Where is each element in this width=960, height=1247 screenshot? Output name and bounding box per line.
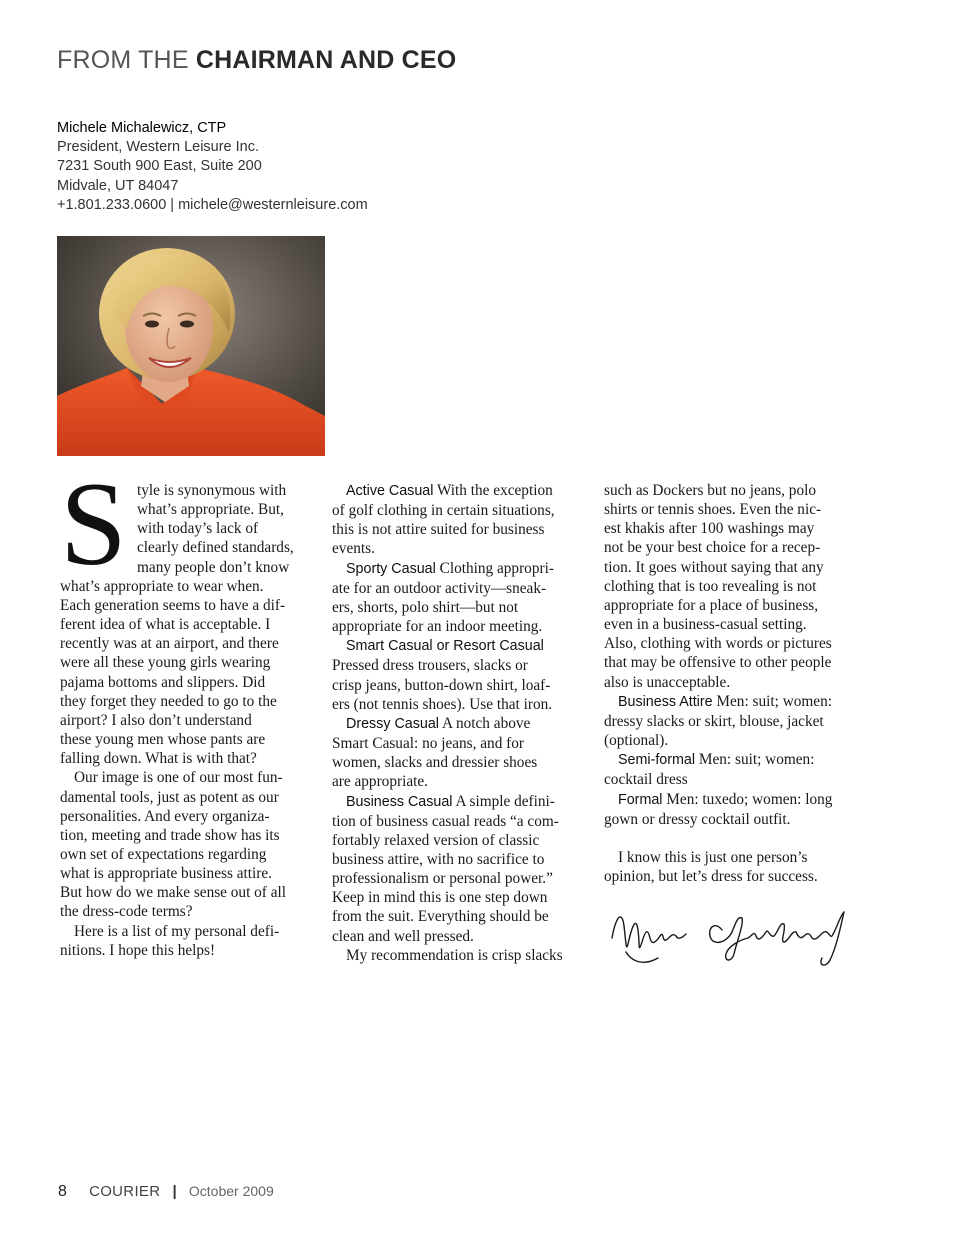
paragraph-line: the dress-code terms? <box>60 903 193 921</box>
paragraph-line: Here is a list of my personal defi- <box>74 922 280 940</box>
paragraph-line: opinion, but let’s dress for success. <box>604 868 818 886</box>
paragraph-line: what is appropriate business attire. <box>60 865 272 883</box>
definition-label: Business Attire <box>618 693 713 710</box>
paragraph-line: were all these young girls wearing <box>60 654 271 672</box>
definition-label: Semi-formal <box>618 752 696 769</box>
paragraph-line: many people don’t know <box>137 558 290 576</box>
paragraph-line: even in a business-casual setting. <box>604 616 807 634</box>
article-column-2 <box>332 481 588 965</box>
paragraph-line: tion of business casual reads “a com- <box>332 812 559 830</box>
definition-label: Sporty Casual <box>346 560 436 577</box>
page-title <box>57 45 456 75</box>
paragraph-line: these young men whose pants are <box>60 731 266 749</box>
paragraph-line: what’s appropriate to wear when. <box>60 577 264 595</box>
paragraph-line: shirts or tennis shoes. Even the nic- <box>604 501 822 519</box>
definition-business-casual: Business Casual A simple defini- <box>346 792 555 810</box>
title-main: CHAIRMAN AND CEO <box>195 46 457 74</box>
definition-dressy-casual: Dressy Casual A notch above <box>346 714 531 732</box>
footer-separator: | <box>172 1183 177 1200</box>
paragraph-line: I know this is just one person’s <box>618 848 808 866</box>
issue-date: October 2009 <box>188 1183 274 1199</box>
signature <box>604 896 860 976</box>
contact-block <box>57 119 368 215</box>
paragraph-line: But how do we make sense out of all <box>60 884 287 902</box>
paragraph-line: clothing that is too revealing is not <box>604 577 817 595</box>
paragraph-line: personalities. And every organiza- <box>60 807 270 825</box>
paragraph-line: tion. It goes without saying that any <box>604 558 824 576</box>
paragraph-line: (optional). <box>604 732 669 750</box>
definition-label: Smart Casual or Resort Casual <box>346 638 544 655</box>
paragraph-line: Also, clothing with words or pictures <box>604 635 832 653</box>
paragraph-line: women, slacks and dressier shoes <box>332 754 538 772</box>
paragraph-line: own set of expectations regarding <box>60 845 267 863</box>
article-column-1 <box>60 481 315 960</box>
paragraph-line: clearly defined standards, <box>137 539 294 557</box>
paragraph-line: that may be offensive to other people <box>604 654 832 672</box>
paragraph-line: business attire, with no sacrifice to <box>332 850 545 868</box>
paragraph-line: with today’s lack of <box>137 520 259 538</box>
paragraph-line: appropriate for a place of business, <box>604 596 819 614</box>
paragraph-line: tyle is synonymous with <box>137 482 287 499</box>
paragraph-line: recently was at an airport, and there <box>60 635 279 653</box>
paragraph-line: professionalism or personal power.” <box>332 870 553 888</box>
paragraph-line: they forget they needed to go to the <box>60 692 277 710</box>
definition-label: Business Casual <box>346 793 453 810</box>
paragraph-line: clean and well pressed. <box>332 927 474 945</box>
contact-phone-email: +1.801.233.0600 | michele@westernleisure.com <box>57 196 368 213</box>
paragraph-line: Pressed dress trousers, slacks or <box>332 657 528 675</box>
definition-label: Dressy Casual <box>346 715 439 732</box>
paragraph-line: Our image is one of our most fun- <box>74 769 283 787</box>
definition-sporty-casual: Sporty Casual Clothing appropri- <box>346 559 554 577</box>
paragraph-line: nitions. I hope this helps! <box>60 941 216 959</box>
paragraph-line: from the suit. Everything should be <box>332 908 549 926</box>
paragraph-line: this is not attire suited for business <box>332 521 545 539</box>
paragraph-line: Keep in mind this is one step down <box>332 889 548 907</box>
drop-cap: S <box>60 457 127 590</box>
paragraph-line: what’s appropriate. But, <box>137 501 284 519</box>
contact-address-line2: Midvale, UT 84047 <box>57 177 179 194</box>
paragraph-line: gown or dressy cocktail outfit. <box>604 810 791 828</box>
portrait-photo <box>57 236 325 456</box>
paragraph-line: not be your best choice for a recep- <box>604 539 821 557</box>
paragraph-line: est khakis after 100 washings may <box>604 520 815 538</box>
paragraph-line: Smart Casual: no jeans, and for <box>332 735 525 753</box>
paragraph-line: such as Dockers but no jeans, polo <box>604 482 816 499</box>
contact-address-line1: 7231 South 900 East, Suite 200 <box>57 158 262 175</box>
title-prefix: FROM THE <box>57 46 189 74</box>
paragraph-line: dressy slacks or skirt, blouse, jacket <box>604 712 824 730</box>
article-column-3 <box>604 481 862 886</box>
definition-semi-formal: Semi-formal Men: suit; women: <box>618 751 815 769</box>
publication-name: COURIER <box>89 1183 161 1200</box>
paragraph-line: ers, shorts, polo shirt—but not <box>332 598 519 616</box>
contact-title: President, Western Leisure Inc. <box>57 139 260 156</box>
paragraph-line: airport? I also don’t understand <box>60 711 252 729</box>
paragraph-line: appropriate for an indoor meeting. <box>332 618 543 636</box>
definition-business-attire: Business Attire Men: suit; women: <box>618 692 832 710</box>
definition-active-casual: Active Casual With the exception <box>346 482 553 499</box>
paragraph-line: also is unacceptable. <box>604 673 731 691</box>
definition-label: Formal <box>618 791 663 808</box>
paragraph-line: Each generation seems to have a dif- <box>60 596 286 614</box>
paragraph-spacer <box>604 829 862 848</box>
paragraph-line: crisp jeans, button-down shirt, loaf- <box>332 676 551 694</box>
contact-name: Michele Michalewicz, CTP <box>57 120 227 136</box>
paragraph-line: pajama bottoms and slippers. Did <box>60 673 266 691</box>
paragraph-line: My recommendation is crisp slacks <box>346 946 563 964</box>
page-number: 8 <box>58 1183 67 1200</box>
paragraph-line: falling down. What is with that? <box>60 750 257 768</box>
paragraph-line: damental tools, just as potent as our <box>60 788 279 806</box>
definition-smart-casual <box>332 636 588 656</box>
paragraph-line: tion, meeting and trade show has its <box>60 826 280 844</box>
paragraph-line: ate for an outdoor activity—sneak- <box>332 579 547 597</box>
paragraph-line: ers (not tennis shoes). Use that iron. <box>332 695 553 713</box>
page-footer <box>58 1181 274 1202</box>
definition-formal: Formal Men: tuxedo; women: long <box>618 790 833 808</box>
paragraph-line: are appropriate. <box>332 773 428 791</box>
definition-label: Active Casual <box>346 483 434 499</box>
paragraph-line: events. <box>332 540 375 558</box>
paragraph-line: fortably relaxed version of classic <box>332 831 540 849</box>
paragraph-line: ferent idea of what is acceptable. I <box>60 616 271 634</box>
paragraph-line: of golf clothing in certain situations, <box>332 502 555 520</box>
paragraph-line: cocktail dress <box>604 771 688 789</box>
